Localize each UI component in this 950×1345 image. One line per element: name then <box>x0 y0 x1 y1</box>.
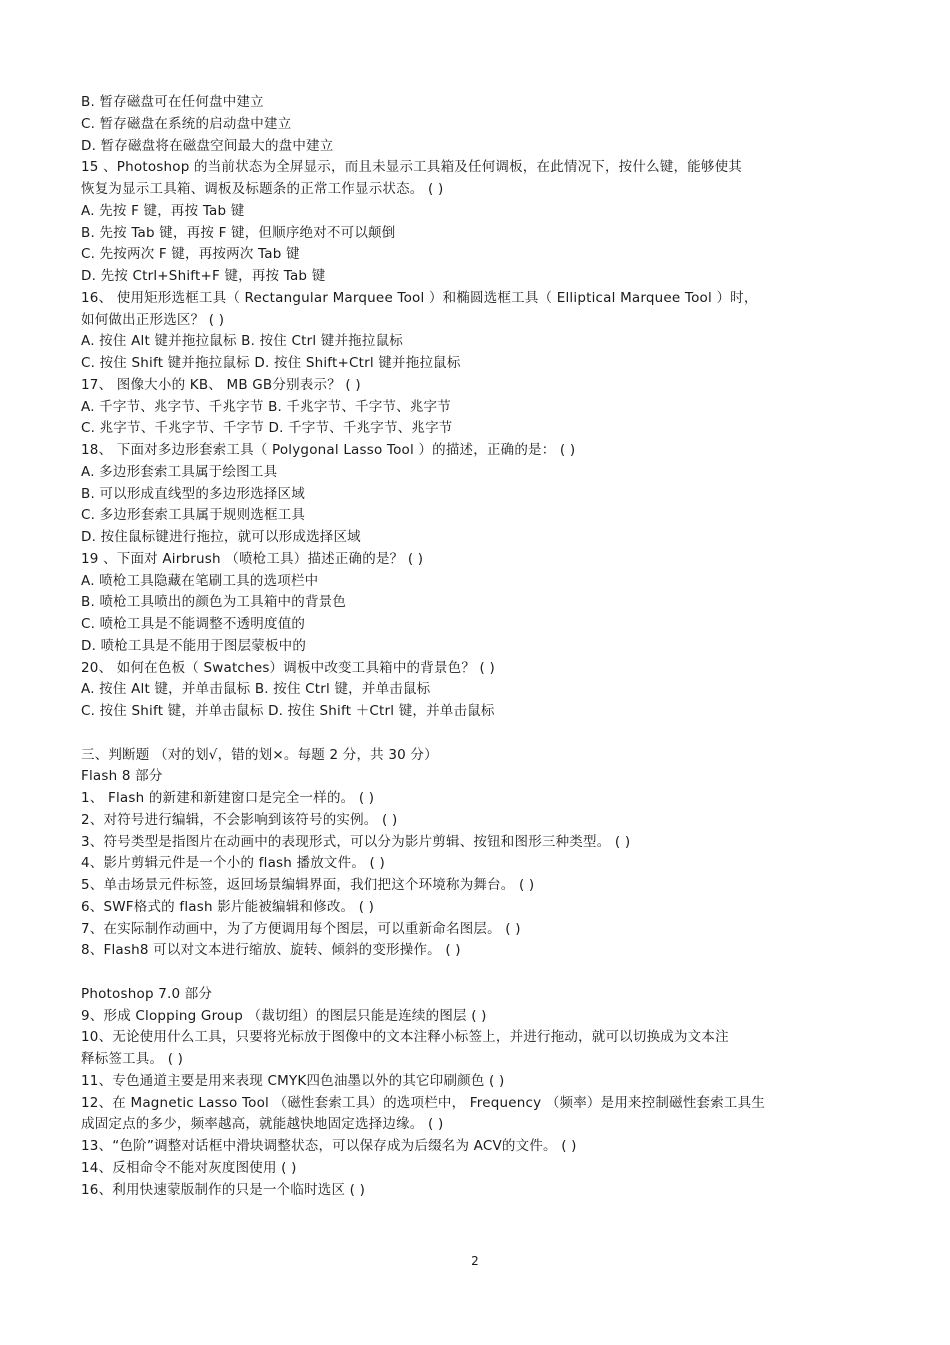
text-line: B. 先按 Tab 键，再按 F 键，但顺序绝对不可以颠倒 <box>81 224 396 241</box>
text-line: C. 先按两次 F 键，再按两次 Tab 键 <box>81 246 300 263</box>
text-line: 18、 下面对多边形套索工具（ Polygonal Lasso Tool ）的描述，正确的是： ( ) <box>81 442 576 458</box>
text-line: A. 先按 F 键，再按 Tab 键 <box>81 202 245 219</box>
text-line: 7、在实际制作动画中，为了方便调用每个图层，可以重新命名图层。 ( ) <box>81 920 521 937</box>
text-line: A. 多边形套索工具属于绘图工具 <box>81 463 278 480</box>
text-line: A. 喷枪工具隐藏在笔刷工具的选项栏中 <box>81 572 319 589</box>
text-line: C. 按住 Shift 键并拖拉鼠标 D. 按住 Shift+Ctrl 键并拖拉鼠标 <box>81 355 461 371</box>
text-line: D. 先按 Ctrl+Shift+F 键，再按 Tab 键 <box>81 268 326 284</box>
text-line: 14、反相命令不能对灰度图使用 ( ) <box>81 1159 297 1176</box>
text-line: 3、符号类型是指图片在动画中的表现形式，可以分为影片剪辑、按钮和图形三种类型。 ( ) <box>81 833 631 850</box>
text-line: 成固定点的多少，频率越高，就能越快地固定选择边缘。 ( ) <box>81 1116 444 1133</box>
text-line: D. 喷枪工具是不能用于图层蒙板中的 <box>81 637 307 654</box>
text-line: 恢复为显示工具箱、调板及标题条的正常工作显示状态。 ( ) <box>81 181 444 197</box>
page-number: 2 <box>471 1254 479 1268</box>
text-line: 9、形成 Clopping Group （裁切组）的图层只能是连续的图层 ( ) <box>81 1007 487 1024</box>
text-line: 8、Flash8 可以对文本进行缩放、旋转、倾斜的变形操作。 ( ) <box>81 942 461 959</box>
text-line: C. 按住 Shift 键，并单击鼠标 D. 按住 Shift ＋Ctrl 键，并单击鼠标 <box>81 703 495 719</box>
text-line: C. 喷枪工具是不能调整不透明度值的 <box>81 616 306 632</box>
text-line: 如何做出正形选区？ ( ) <box>81 311 225 328</box>
text-line: 释标签工具。 ( ) <box>81 1051 184 1067</box>
text-line: A. 按住 Alt 键，并单击鼠标 B. 按住 Ctrl 键，并单击鼠标 <box>81 681 431 698</box>
text-line: 10、无论使用什么工具，只要将光标放于图像中的文本注释小标签上，并进行拖动，就可以切换成为文本注 <box>81 1029 729 1046</box>
text-line: Photoshop 7.0 部分 <box>81 985 213 1002</box>
text-line: A. 按住 Alt 键并拖拉鼠标 B. 按住 Ctrl 键并拖拉鼠标 <box>81 333 403 350</box>
text-line: B. 喷枪工具喷出的颜色为工具箱中的背景色 <box>81 594 347 611</box>
text-line: C. 兆字节、千兆字节、千字节 D. 千字节、千兆字节、兆字节 <box>81 420 453 437</box>
text-line: 三、判断题 （对的划√，错的划×。每题 2 分，共 30 分） <box>81 746 438 763</box>
text-line: Flash 8 部分 <box>81 768 163 785</box>
text-line: 2、对符号进行编辑，不会影响到该符号的实例。 ( ) <box>81 811 398 828</box>
text-line: 12、在 Magnetic Lasso Tool （磁性套索工具）的选项栏中， Frequency （频率）是用来控制磁性套索工具生 <box>81 1094 766 1111</box>
text-line: 13、“色阶”调整对话框中滑块调整状态，可以保存成为后缀名为 ACV的文件。 ( ) <box>81 1138 577 1154</box>
text-line: 16、 使用矩形选框工具（ Rectangular Marquee Tool ）和椭圆选框工具（ Elliptical Marquee Tool ）时， <box>81 289 758 306</box>
text-line: 19 、下面对 Airbrush （喷枪工具）描述正确的是？ ( ) <box>81 550 424 567</box>
text-line: 20、 如何在色板（ Swatches）调板中改变工具箱中的背景色？ ( ) <box>81 659 495 676</box>
text-line: B. 可以形成直线型的多边形选择区域 <box>81 485 305 502</box>
text-line: 15 、Photoshop 的当前状态为全屏显示，而且未显示工具箱及任何调板，在此情况下，按什么键，能够使其 <box>81 159 742 176</box>
text-line: 17、 图像大小的 KB、 MB GB分别表示？ ( ) <box>81 376 361 393</box>
text-line: C. 多边形套索工具属于规则选框工具 <box>81 507 306 524</box>
text-line: D. 按住鼠标键进行拖拉，就可以形成选择区域 <box>81 529 361 545</box>
text-line: A. 千字节、兆字节、千兆字节 B. 千兆字节、千字节、兆字节 <box>81 398 451 415</box>
text-line: C. 暂存磁盘在系统的启动盘中建立 <box>81 115 292 132</box>
text-line: 16、利用快速蒙版制作的只是一个临时选区 ( ) <box>81 1181 366 1198</box>
text-line: 4、影片剪辑元件是一个小的 flash 播放文件。 ( ) <box>81 855 385 872</box>
text-line: B. 暂存磁盘可在任何盘中建立 <box>81 94 264 110</box>
text-line: 11、专色通道主要是用来表现 CMYK四色油墨以外的其它印刷颜色 ( ) <box>81 1072 505 1089</box>
text-line: D. 暂存磁盘将在磁盘空间最大的盘中建立 <box>81 137 334 154</box>
text-line: 1、 Flash 的新建和新建窗口是完全一样的。 ( ) <box>81 790 375 806</box>
text-line: 5、单击场景元件标签，返回场景编辑界面，我们把这个环境称为舞台。 ( ) <box>81 877 535 893</box>
text-line: 6、SWF格式的 flash 影片能被编辑和修改。 ( ) <box>81 898 375 915</box>
